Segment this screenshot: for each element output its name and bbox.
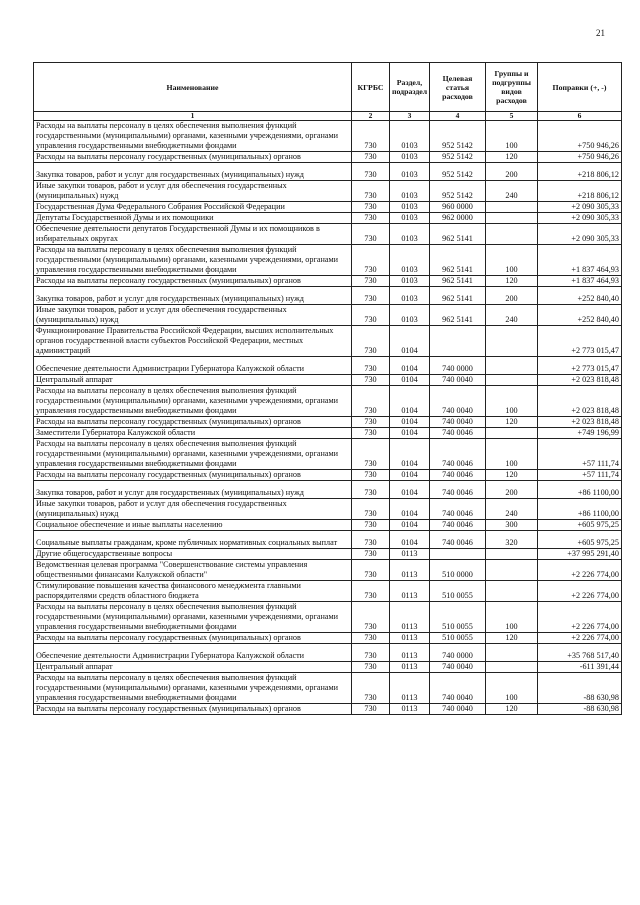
row-tsel: 962 5141 (430, 305, 486, 326)
table-row (34, 305, 622, 326)
row-razdel: 0113 (390, 549, 430, 560)
row-name: Расходы на выплаты персоналу государственных (муниципальных) органов (34, 417, 352, 428)
row-razdel: 0104 (390, 531, 430, 549)
row-popr: +2 226 774,00 (538, 602, 622, 633)
row-name: Расходы на выплаты персоналу в целях обеспечения выполнения функций государственными (муниципальными) органами, казенными учреждениями, органами управления государственными внебюджетными фондами (34, 245, 352, 276)
row-kgrbs: 730 (352, 470, 390, 481)
row-vid (486, 357, 538, 375)
row-popr: +57 111,74 (538, 470, 622, 481)
row-name: Закупка товаров, работ и услуг для государственных (муниципальных) нужд (34, 481, 352, 499)
row-kgrbs: 730 (352, 287, 390, 305)
row-razdel: 0113 (390, 602, 430, 633)
row-name: Закупка товаров, работ и услуг для государственных (муниципальных) нужд (34, 287, 352, 305)
row-popr: +2 090 305,33 (538, 202, 622, 213)
header-popr: Поправки (+, -) (538, 63, 622, 112)
row-vid (486, 224, 538, 245)
row-kgrbs: 730 (352, 662, 390, 673)
row-tsel: 740 0046 (430, 439, 486, 470)
row-popr: +252 840,40 (538, 305, 622, 326)
table-row (34, 481, 622, 499)
row-razdel: 0104 (390, 326, 430, 357)
row-popr: +605 975,25 (538, 520, 622, 531)
row-razdel: 0103 (390, 245, 430, 276)
page-number: 21 (596, 28, 605, 38)
row-kgrbs: 730 (352, 202, 390, 213)
row-vid: 100 (486, 386, 538, 417)
row-vid: 320 (486, 531, 538, 549)
column-number: 3 (390, 112, 430, 121)
row-tsel: 740 0046 (430, 520, 486, 531)
table-body (34, 121, 622, 715)
table-row (34, 326, 622, 357)
row-tsel: 962 0000 (430, 213, 486, 224)
row-tsel: 740 0040 (430, 386, 486, 417)
row-name: Расходы на выплаты персоналу в целях обеспечения выполнения функций государственными (муниципальными) органами, казенными учреждениями, органами управления государственными внебюджетными фондами (34, 386, 352, 417)
row-razdel: 0113 (390, 581, 430, 602)
row-vid (486, 375, 538, 386)
row-razdel: 0113 (390, 560, 430, 581)
row-name: Социальное обеспечение и иные выплаты населению (34, 520, 352, 531)
table-row (34, 673, 622, 704)
row-razdel: 0103 (390, 305, 430, 326)
row-popr: +749 196,99 (538, 428, 622, 439)
row-name: Центральный аппарат (34, 375, 352, 386)
row-kgrbs: 730 (352, 439, 390, 470)
table-row (34, 644, 622, 662)
row-kgrbs: 730 (352, 357, 390, 375)
budget-amendments-table (33, 62, 622, 715)
row-kgrbs: 730 (352, 224, 390, 245)
table-row (34, 121, 622, 152)
row-vid (486, 326, 538, 357)
row-razdel: 0103 (390, 287, 430, 305)
row-name: Социальные выплаты гражданам, кроме публичных нормативных социальных выплат (34, 531, 352, 549)
row-name: Расходы на выплаты персоналу в целях обеспечения выполнения функций государственными (муниципальными) органами, казенными учреждениями, органами управления государственными внебюджетными фондами (34, 121, 352, 152)
row-tsel: 740 0046 (430, 531, 486, 549)
row-tsel (430, 549, 486, 560)
row-tsel: 740 0040 (430, 704, 486, 715)
header-razdel: Раздел, подраздел (390, 63, 430, 112)
row-name: Функционирование Правительства Российской Федерации, высших исполнительных органов государственной власти субъектов Российской Федерации, местных администраций (34, 326, 352, 357)
row-tsel: 740 0046 (430, 428, 486, 439)
row-popr: +2 023 818,48 (538, 386, 622, 417)
row-name: Обеспечение деятельности Администрации Губернатора Калужской области (34, 357, 352, 375)
row-kgrbs: 730 (352, 152, 390, 163)
row-popr: +2 090 305,33 (538, 213, 622, 224)
row-kgrbs: 730 (352, 417, 390, 428)
row-vid: 120 (486, 276, 538, 287)
row-vid (486, 560, 538, 581)
row-kgrbs: 730 (352, 481, 390, 499)
row-vid (486, 549, 538, 560)
row-name: Депутаты Государственной Думы и их помощники (34, 213, 352, 224)
table-row (34, 662, 622, 673)
row-name: Расходы на выплаты персоналу государственных (муниципальных) органов (34, 633, 352, 644)
row-kgrbs: 730 (352, 326, 390, 357)
row-razdel: 0103 (390, 224, 430, 245)
row-razdel: 0103 (390, 213, 430, 224)
row-name: Центральный аппарат (34, 662, 352, 673)
header-name: Наименование (34, 63, 352, 112)
row-name: Иные закупки товаров, работ и услуг для обеспечения государственных (муниципальных) нужд (34, 181, 352, 202)
header-kgrbs: КГРБС (352, 63, 390, 112)
table-row (34, 520, 622, 531)
row-kgrbs: 730 (352, 121, 390, 152)
row-kgrbs: 730 (352, 181, 390, 202)
row-popr: +750 946,26 (538, 121, 622, 152)
header-tsel: Целевая статья расходов (430, 63, 486, 112)
row-tsel: 952 5142 (430, 181, 486, 202)
table-row (34, 163, 622, 181)
row-tsel: 740 0040 (430, 673, 486, 704)
row-razdel: 0104 (390, 470, 430, 481)
row-name: Заместители Губернатора Калужской области (34, 428, 352, 439)
row-kgrbs: 730 (352, 386, 390, 417)
row-tsel: 740 0040 (430, 662, 486, 673)
row-name: Ведомственная целевая программа "Совершенствование системы управления общественными финансами Калужской области" (34, 560, 352, 581)
row-popr: +2 226 774,00 (538, 560, 622, 581)
row-tsel: 952 5142 (430, 152, 486, 163)
row-vid: 300 (486, 520, 538, 531)
table-row (34, 602, 622, 633)
row-name: Расходы на выплаты персоналу в целях обеспечения выполнения функций государственными (муниципальными) органами, казенными учреждениями, органами управления государственными внебюджетными фондами (34, 673, 352, 704)
row-razdel: 0103 (390, 152, 430, 163)
row-tsel: 510 0055 (430, 581, 486, 602)
header-vid: Группы и подгруппы видов расходов (486, 63, 538, 112)
row-kgrbs: 730 (352, 602, 390, 633)
row-popr: +2 226 774,00 (538, 581, 622, 602)
row-popr: +252 840,40 (538, 287, 622, 305)
row-razdel: 0113 (390, 662, 430, 673)
row-kgrbs: 730 (352, 644, 390, 662)
row-tsel: 962 5141 (430, 245, 486, 276)
table-row (34, 428, 622, 439)
row-tsel: 960 0000 (430, 202, 486, 213)
row-tsel: 952 5142 (430, 121, 486, 152)
row-popr: +218 806,12 (538, 181, 622, 202)
row-vid (486, 202, 538, 213)
row-razdel: 0103 (390, 202, 430, 213)
row-name: Государственная Дума Федерального Собрания Российской Федерации (34, 202, 352, 213)
row-vid: 120 (486, 152, 538, 163)
column-number: 5 (486, 112, 538, 121)
table-row (34, 202, 622, 213)
row-razdel: 0103 (390, 163, 430, 181)
row-popr: +2 773 015,47 (538, 326, 622, 357)
table-row (34, 417, 622, 428)
row-popr: -88 630,98 (538, 704, 622, 715)
row-name: Обеспечение деятельности Администрации Губернатора Калужской области (34, 644, 352, 662)
row-kgrbs: 730 (352, 549, 390, 560)
row-vid: 240 (486, 305, 538, 326)
row-vid: 120 (486, 470, 538, 481)
row-tsel: 740 0046 (430, 470, 486, 481)
row-tsel: 962 5141 (430, 287, 486, 305)
row-popr: +57 111,74 (538, 439, 622, 470)
row-vid: 100 (486, 673, 538, 704)
row-popr: +2 023 818,48 (538, 375, 622, 386)
column-number: 1 (34, 112, 352, 121)
row-popr: +37 995 291,40 (538, 549, 622, 560)
column-number: 2 (352, 112, 390, 121)
row-tsel: 510 0000 (430, 560, 486, 581)
row-popr: -88 630,98 (538, 673, 622, 704)
row-name: Расходы на выплаты персоналу в целях обеспечения выполнения функций государственными (муниципальными) органами, казенными учреждениями, органами управления государственными внебюджетными фондами (34, 439, 352, 470)
table-row (34, 357, 622, 375)
table-row (34, 560, 622, 581)
row-name: Обеспечение деятельности депутатов Государственной Думы и их помощников в избирательных округах (34, 224, 352, 245)
row-kgrbs: 730 (352, 213, 390, 224)
row-tsel: 740 0000 (430, 357, 486, 375)
row-vid: 120 (486, 704, 538, 715)
row-tsel: 510 0055 (430, 602, 486, 633)
row-kgrbs: 730 (352, 531, 390, 549)
row-tsel: 740 0040 (430, 375, 486, 386)
row-name: Расходы на выплаты персоналу государственных (муниципальных) органов (34, 704, 352, 715)
row-kgrbs: 730 (352, 560, 390, 581)
row-popr: +35 768 517,40 (538, 644, 622, 662)
row-kgrbs: 730 (352, 633, 390, 644)
table-row (34, 245, 622, 276)
row-razdel: 0103 (390, 181, 430, 202)
row-popr: +2 226 774,00 (538, 633, 622, 644)
row-razdel: 0104 (390, 417, 430, 428)
table-row (34, 386, 622, 417)
row-tsel: 962 5141 (430, 224, 486, 245)
column-number: 4 (430, 112, 486, 121)
row-vid: 100 (486, 245, 538, 276)
row-kgrbs: 730 (352, 305, 390, 326)
table-row (34, 213, 622, 224)
row-tsel: 962 5141 (430, 276, 486, 287)
row-razdel: 0104 (390, 428, 430, 439)
row-name: Расходы на выплаты персоналу государственных (муниципальных) органов (34, 276, 352, 287)
table-row (34, 375, 622, 386)
table-row (34, 704, 622, 715)
row-kgrbs: 730 (352, 245, 390, 276)
row-tsel: 740 0046 (430, 481, 486, 499)
table-row (34, 633, 622, 644)
column-number: 6 (538, 112, 622, 121)
row-kgrbs: 730 (352, 375, 390, 386)
row-popr: +605 975,25 (538, 531, 622, 549)
row-vid: 200 (486, 481, 538, 499)
row-razdel: 0104 (390, 386, 430, 417)
row-popr: +2 023 818,48 (538, 417, 622, 428)
row-name: Расходы на выплаты персоналу государственных (муниципальных) органов (34, 152, 352, 163)
row-kgrbs: 730 (352, 581, 390, 602)
row-tsel: 952 5142 (430, 163, 486, 181)
row-popr: +218 806,12 (538, 163, 622, 181)
row-vid (486, 581, 538, 602)
row-vid: 100 (486, 439, 538, 470)
row-razdel: 0113 (390, 704, 430, 715)
row-kgrbs: 730 (352, 499, 390, 520)
row-name: Стимулирование повышения качества финансового менеджмента главными распорядителями средств областного бюджета (34, 581, 352, 602)
table-row (34, 224, 622, 245)
row-vid (486, 644, 538, 662)
table-header-row (34, 63, 622, 112)
row-razdel: 0103 (390, 276, 430, 287)
row-name: Расходы на выплаты персоналу в целях обеспечения выполнения функций государственными (муниципальными) органами, казенными учреждениями, органами управления государственными внебюджетными фондами (34, 602, 352, 633)
row-razdel: 0113 (390, 673, 430, 704)
row-kgrbs: 730 (352, 163, 390, 181)
row-tsel (430, 326, 486, 357)
row-razdel: 0104 (390, 481, 430, 499)
row-kgrbs: 730 (352, 673, 390, 704)
row-razdel: 0104 (390, 375, 430, 386)
row-razdel: 0113 (390, 644, 430, 662)
table-row (34, 499, 622, 520)
row-vid: 200 (486, 163, 538, 181)
row-kgrbs: 730 (352, 704, 390, 715)
row-vid (486, 213, 538, 224)
row-kgrbs: 730 (352, 276, 390, 287)
row-popr: -611 391,44 (538, 662, 622, 673)
row-popr: +86 1100,00 (538, 481, 622, 499)
table-row (34, 531, 622, 549)
row-tsel: 740 0000 (430, 644, 486, 662)
row-vid: 100 (486, 602, 538, 633)
table-row (34, 287, 622, 305)
row-popr: +2 773 015,47 (538, 357, 622, 375)
row-name: Иные закупки товаров, работ и услуг для обеспечения государственных (муниципальных) нужд (34, 305, 352, 326)
row-razdel: 0103 (390, 121, 430, 152)
row-name: Закупка товаров, работ и услуг для государственных (муниципальных) нужд (34, 163, 352, 181)
row-tsel: 740 0046 (430, 499, 486, 520)
row-kgrbs: 730 (352, 428, 390, 439)
table-row (34, 549, 622, 560)
row-popr: +2 090 305,33 (538, 224, 622, 245)
row-vid: 200 (486, 287, 538, 305)
row-vid: 120 (486, 417, 538, 428)
row-vid (486, 662, 538, 673)
row-vid: 240 (486, 181, 538, 202)
row-razdel: 0104 (390, 499, 430, 520)
column-number-row (34, 112, 622, 121)
table-row (34, 581, 622, 602)
row-popr: +1 837 464,93 (538, 276, 622, 287)
table-row (34, 470, 622, 481)
table-row (34, 181, 622, 202)
row-vid: 100 (486, 121, 538, 152)
row-tsel: 740 0040 (430, 417, 486, 428)
row-razdel: 0104 (390, 357, 430, 375)
row-name: Иные закупки товаров, работ и услуг для обеспечения государственных (муниципальных) нужд (34, 499, 352, 520)
table-row (34, 439, 622, 470)
row-vid: 240 (486, 499, 538, 520)
row-tsel: 510 0055 (430, 633, 486, 644)
row-vid: 120 (486, 633, 538, 644)
row-popr: +86 1100,00 (538, 499, 622, 520)
row-razdel: 0104 (390, 439, 430, 470)
row-popr: +1 837 464,93 (538, 245, 622, 276)
row-vid (486, 428, 538, 439)
table-row (34, 152, 622, 163)
row-name: Другие общегосударственные вопросы (34, 549, 352, 560)
row-razdel: 0104 (390, 520, 430, 531)
table-row (34, 276, 622, 287)
row-name: Расходы на выплаты персоналу государственных (муниципальных) органов (34, 470, 352, 481)
row-kgrbs: 730 (352, 520, 390, 531)
row-popr: +750 946,26 (538, 152, 622, 163)
row-razdel: 0113 (390, 633, 430, 644)
